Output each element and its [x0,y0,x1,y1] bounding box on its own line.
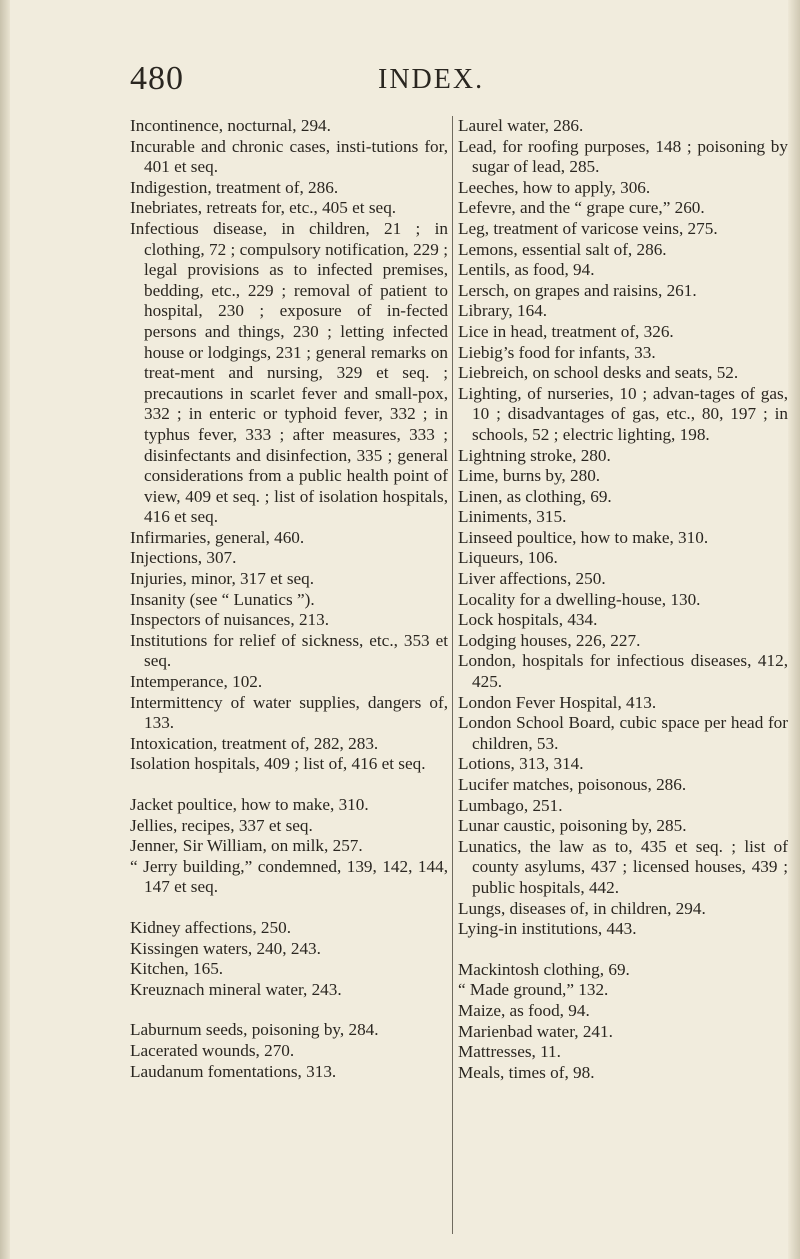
index-column-right [458,116,788,1083]
index-entry: Lungs, diseases of, in children, 294. [458,898,706,918]
index-entry: Lumbago, 251. [458,795,563,815]
page-edge-left [0,0,10,1259]
index-entry: “ Made ground,” 132. [458,980,609,1000]
index-entry: Meals, times of, 98. [458,1062,595,1082]
index-entry: Liebreich, on school desks and seats, 52. [458,363,739,383]
index-entry: Lightning stroke, 280. [458,445,611,465]
index-entry: Lunatics, the law as to, 435 et seq. ; list of county asylums, 437 ; licensed houses, 439 ; public hospitals, 442. [458,836,788,897]
index-entry: Lefevre, and the “ grape cure,” 260. [458,198,705,218]
index-entry: Inspectors of nuisances, 213. [130,610,330,630]
index-entry: Laurel water, 286. [458,116,584,135]
index-entry: Liqueurs, 106. [458,548,558,568]
index-entry: Incontinence, nocturnal, 294. [130,116,331,135]
index-entry: Lunar caustic, poisoning by, 285. [458,816,687,836]
index-entry: Insanity (see “ Lunatics ”). [130,589,315,609]
index-entry: Institutions for relief of sickness, etc., 353 et seq. [130,630,448,671]
index-entry: Library, 164. [458,301,548,321]
index-entry: Intermittency of water supplies, dangers of, 133. [130,692,448,733]
index-entry: Kitchen, 165. [130,959,224,979]
index-entry: Marienbad water, 241. [458,1021,613,1041]
index-entry: Incurable and chronic cases, insti-tutions for, 401 et seq. [130,136,448,177]
index-entry: Injections, 307. [130,548,237,568]
index-entry: London Fever Hospital, 413. [458,692,657,712]
section-gap [130,1000,448,1020]
index-entry: Lodging houses, 226, 227. [458,630,641,650]
index-entry: Lacerated wounds, 270. [130,1040,295,1060]
index-entry: Laudanum fomentations, 313. [130,1061,337,1081]
section-gap [458,940,788,960]
index-entry: Laburnum seeds, poisoning by, 284. [130,1020,379,1040]
index-entry: Inebriates, retreats for, etc., 405 et seq. [130,198,397,218]
index-entry: Lotions, 313, 314. [458,754,584,774]
index-entry: Lice in head, treatment of, 326. [458,321,674,341]
index-entry: Lead, for roofing purposes, 148 ; poisoning by sugar of lead, 285. [458,136,788,177]
index-entry: Mattresses, 11. [458,1042,561,1062]
page-header [130,60,690,100]
index-entry: Lemons, essential salt of, 286. [458,239,667,259]
page-number: 480 [130,60,184,97]
index-column-left [130,116,448,1082]
index-entry: Infectious disease, in children, 21 ; in clothing, 72 ; compulsory notification, 229 ; legal provisions as to infected premises, bedding, etc., 229 ; removal of patient to hospital, 230 ; exposure of in-fected persons and things, 230 ; letting infected house or lodgings, 231 ; general remarks on treat-ment and nursing, 329 et seq. ; precautions in scarlet fever and small-pox, 332 ; in enteric or typhoid fever, 332 ; in typhus fever, 333 ; after measures, 333 ; disinfectants and disinfection, 335 ; general considerations from a public health point of view, 409 et seq. ; list of isolation hospitals, 416 et seq. [130,218,448,527]
index-entry: Linseed poultice, how to make, 310. [458,527,709,547]
index-entry: Lentils, as food, 94. [458,260,595,280]
index-entry: Kissingen waters, 240, 243. [130,938,321,958]
section-gap [130,775,448,795]
index-entry: Locality for a dwelling-house, 130. [458,589,701,609]
index-entry: Infirmaries, general, 460. [130,527,305,547]
index-entry: Leeches, how to apply, 306. [458,177,651,197]
running-title: INDEX. [378,64,485,95]
index-entry: Injuries, minor, 317 et seq. [130,569,315,589]
index-entry: Jacket poultice, how to make, 310. [130,795,369,814]
index-entry: London, hospitals for infectious diseases, 412, 425. [458,651,788,692]
index-entry: Jenner, Sir William, on milk, 257. [130,836,363,856]
index-entry: Mackintosh clothing, 69. [458,959,630,979]
index-entry: Kreuznach mineral water, 243. [130,979,342,999]
index-entry: Lime, burns by, 280. [458,466,601,486]
index-entry: Kidney affections, 250. [130,917,292,937]
index-entry: Liniments, 315. [458,507,567,527]
index-entry: Jellies, recipes, 337 et seq. [130,815,313,835]
index-entry: Lighting, of nurseries, 10 ; advan-tages of gas, 10 ; disadvantages of gas, etc., 80, 197 ; in schools, 52 ; electric lighting, 198. [458,383,788,444]
index-entry: “ Jerry building,” condemned, 139, 142, 144, 147 et seq. [130,856,448,897]
index-entry: Maize, as food, 94. [458,1000,590,1020]
index-entry: Liebig’s food for infants, 33. [458,342,656,362]
index-entry: Lucifer matches, poisonous, 286. [458,775,687,794]
index-entry: Intoxication, treatment of, 282, 283. [130,733,379,753]
index-entry: Linen, as clothing, 69. [458,486,612,506]
index-entry: Indigestion, treatment of, 286. [130,177,339,197]
index-entry: Lying-in institutions, 443. [458,919,637,939]
index-entry: Intemperance, 102. [130,672,263,692]
index-entry: Isolation hospitals, 409 ; list of, 416 et seq. [130,754,426,774]
page-edge-right [788,0,800,1259]
index-entry: Lersch, on grapes and raisins, 261. [458,280,697,300]
index-entry: Liver affections, 250. [458,569,606,589]
column-divider [452,116,453,1234]
index-entry: London School Board, cubic space per head for children, 53. [458,713,788,753]
index-entry: Lock hospitals, 434. [458,610,598,630]
index-entry: Leg, treatment of varicose veins, 275. [458,218,718,238]
section-gap [130,898,448,918]
